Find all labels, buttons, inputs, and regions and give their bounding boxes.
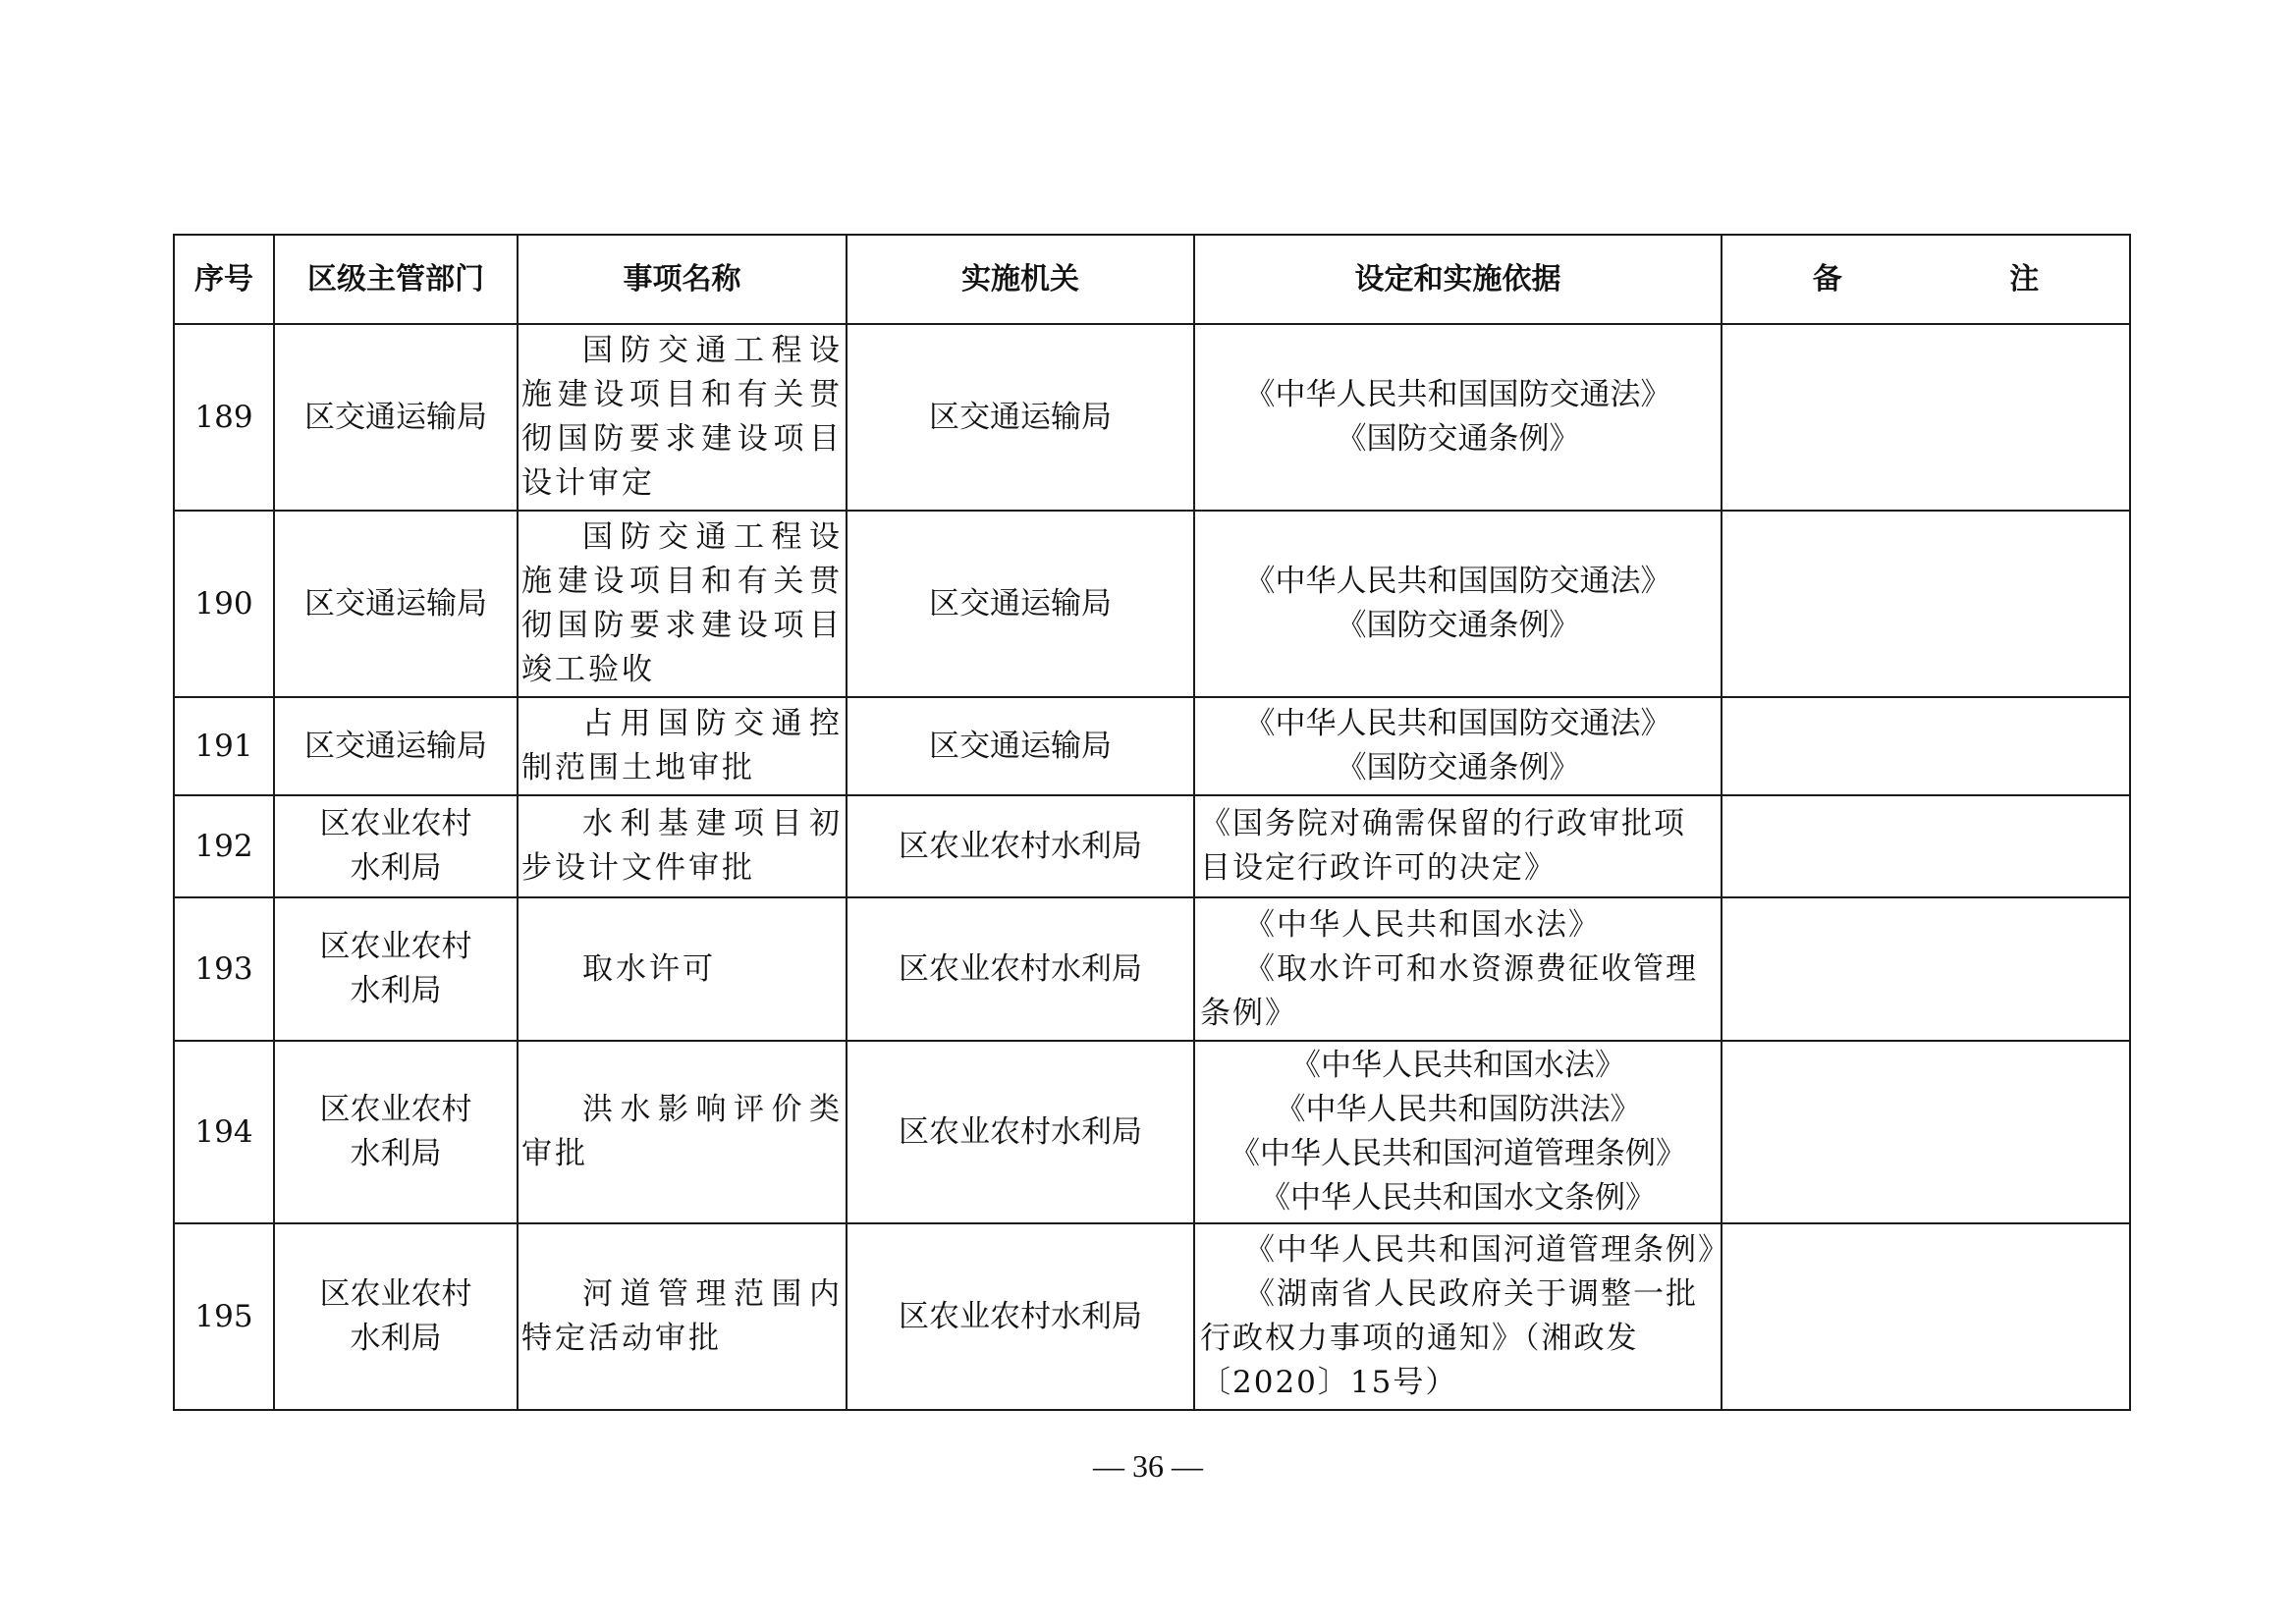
row-item-text: 国防交通工程设施建设项目和有关贯彻国防要求建设项目竣工验收 [521,519,843,687]
table-header-row [174,235,2130,324]
header-agency: 实施机关 [847,235,1194,324]
row-number: 193 [174,897,274,1041]
row-item-name [518,697,847,795]
row-number: 191 [174,697,274,795]
row-agency: 区交通运输局 [847,511,1194,697]
row-basis [1194,511,1722,697]
row-item-name [518,511,847,697]
row-remark [1722,324,2130,511]
row-remark [1722,511,2130,697]
row-basis [1194,897,1722,1041]
row-department: 区交通运输局 [274,511,518,697]
row-item-text: 取水许可 [582,950,716,987]
table-row [174,511,2130,697]
row-item-name [518,795,847,897]
basis-line: 《中华人民共和国河道管理条例》 [1244,1232,1730,1268]
basis-line: 《中华人民共和国国防交通法》 [1244,706,1671,741]
row-item-name [518,1041,847,1223]
row-department: 区农业农村水利局 [274,795,518,897]
basis-line: 《国务院对确需保留的行政审批项目设定行政许可的决定》 [1200,806,1686,886]
row-number: 190 [174,511,274,697]
header-remark-label: 备 注 [1812,262,2118,297]
basis-line: 《中华人民共和国河道管理条例》 [1230,1136,1686,1171]
basis-line: 《国防交通条例》 [1336,421,1580,457]
table-row [174,795,2130,897]
items-table [173,234,2131,1411]
row-item-text: 河道管理范围内特定活动审批 [521,1276,843,1356]
row-department: 区交通运输局 [274,324,518,511]
row-basis [1194,697,1722,795]
table-row [174,324,2130,511]
basis-line: 《中华人民共和国防洪法》 [1275,1092,1641,1127]
row-number: 189 [174,324,274,511]
header-remark [1722,235,2130,324]
row-item-name [518,324,847,511]
basis-line: 《中华人民共和国水法》 [1244,906,1601,943]
row-item-name [518,1223,847,1410]
row-item-text: 占用国防交通控制范围土地审批 [521,706,843,785]
row-item-text: 洪水影响评价类审批 [521,1092,843,1171]
header-basis: 设定和实施依据 [1194,235,1722,324]
row-department: 区农业农村水利局 [274,1223,518,1410]
basis-line: 《中华人民共和国国防交通法》 [1244,564,1671,599]
row-remark [1722,697,2130,795]
row-agency: 区农业农村水利局 [847,795,1194,897]
row-agency: 区农业农村水利局 [847,1223,1194,1410]
row-remark [1722,1223,2130,1410]
row-agency: 区交通运输局 [847,697,1194,795]
row-number: 195 [174,1223,274,1410]
basis-line: 《国防交通条例》 [1336,750,1580,785]
page-number: — 36 — [1093,1448,1203,1484]
row-department: 区农业农村水利局 [274,897,518,1041]
header-department: 区级主管部门 [274,235,518,324]
table-row [174,1041,2130,1223]
row-agency: 区农业农村水利局 [847,1041,1194,1223]
header-number: 序号 [174,235,274,324]
basis-line: 《中华人民共和国国防交通法》 [1244,377,1671,412]
row-basis [1194,324,1722,511]
row-basis [1194,1041,1722,1223]
row-agency: 区农业农村水利局 [847,897,1194,1041]
table-row [174,1223,2130,1410]
row-item-name [518,897,847,1041]
row-remark [1722,1041,2130,1223]
basis-line: 《国防交通条例》 [1336,608,1580,643]
row-item-text: 水利基建项目初步设计文件审批 [521,806,843,886]
basis-line: 《中华人民共和国水文条例》 [1260,1180,1656,1216]
basis-line: 《取水许可和水资源费征收管理条例》 [1200,950,1698,1031]
row-basis [1194,795,1722,897]
row-remark [1722,795,2130,897]
row-number: 192 [174,795,274,897]
row-item-text: 国防交通工程设施建设项目和有关贯彻国防要求建设项目设计审定 [521,333,843,501]
row-department: 区交通运输局 [274,697,518,795]
row-remark [1722,897,2130,1041]
header-item-name: 事项名称 [518,235,847,324]
basis-line: 《中华人民共和国水法》 [1290,1048,1625,1083]
row-basis [1194,1223,1730,1410]
row-number: 194 [174,1041,274,1223]
basis-line: 《湖南省人民政府关于调整一批行政权力事项的通知》（湘政发〔2020〕15号） [1200,1276,1698,1400]
table-row [174,697,2130,795]
row-agency: 区交通运输局 [847,324,1194,511]
table-row [174,897,2130,1041]
row-department: 区农业农村水利局 [274,1041,518,1223]
